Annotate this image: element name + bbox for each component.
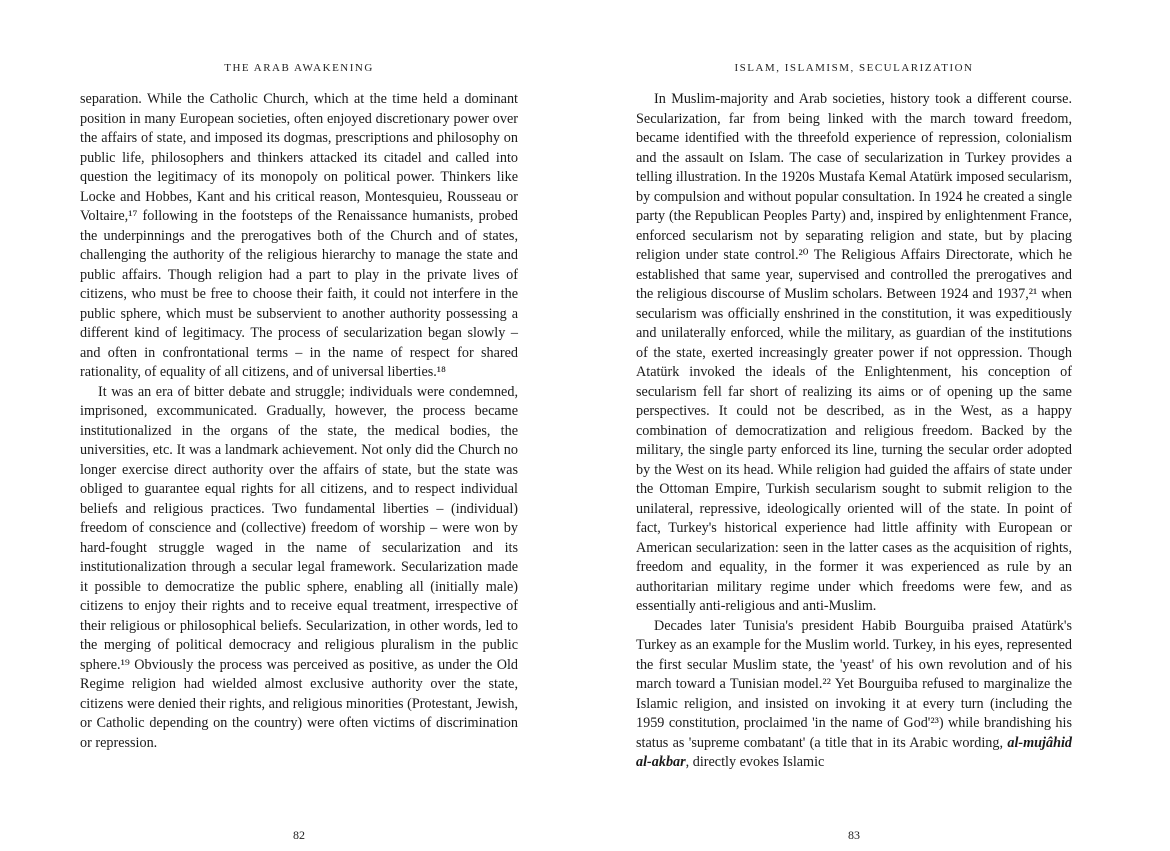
paragraph: It was an era of bitter debate and struggle; individuals were condemned, imprisoned, excommunicated. Gradually, however, the process became institutionalized in the organs of the state, the medical bodies, the universities, etc. It was a landmark achievement. Not only did the Church no longer exercise direct authority over the affairs of state, but the state was obliged to guarantee equal rights for all citizens, and to respect individual beliefs and religious practices. Two fundamental liberties – (individual) freedom of conscience and (collective) freedom of worship – were won by hard-fought struggle waged in the name of secularization and its institutionalization through a secular legal framework. Secularization made it possible to democratize the public sphere, enabling all (initially male) citizens to enjoy their rights and to receive equal treatment, irrespective of their religious or philosophical beliefs. Secularization, in other words, led to the merging of political democracy and religious pluralism in the public sphere.¹⁹ Obviously the process was perceived as positive, as under the Old Regime religion had wielded almost exclusive authority over the state, citizens were denied their rights, and religious minorities (Protestant, Jewish, or Catholic depending on the country) were often victims of discrimination or repression. <box>80 383 518 751</box>
right-page <box>636 0 1072 851</box>
paragraph: separation. While the Catholic Church, which at the time held a dominant position in many European societies, often enjoyed discretionary power over the affairs of state, and imposed its dogmas, prescriptions and philosophy on public life, philosophers and thinkers attacked its citadel and called into question the legitimacy of its monopoly on political power. Thinkers like Locke and Hobbes, Kant and his critical reason, Montesquieu, Rousseau or Voltaire,¹⁷ following in the footsteps of the Renaissance humanists, probed the underpinnings and the prerogatives both of the Church and of states, challenging the authority of the religious hierarchy to manage the state and public affairs. Though religion had a part to play in the private lives of citizens, who must be free to choose their faith, it could not interfere in the public sphere, which must be subservient to another authority possessing a different kind of legitimacy. The process of secularization began slowly – and often in confrontational terms – in the name of respect for shared rationality, of equality of all citizens, and of universal liberties.¹⁸ <box>80 91 518 380</box>
left-page-body <box>80 90 518 753</box>
page-number-right: 83 <box>848 828 860 842</box>
page-number-left: 82 <box>293 828 305 842</box>
running-head-right: ISLAM, ISLAMISM, SECULARIZATION <box>734 62 974 74</box>
right-page-body <box>636 90 1072 773</box>
paragraph-text: Decades later Tunisia's president Habib Bourguiba praised Atatürk's Turkey as an example for the Muslim world. Turkey, in his eyes, represented the first secular Muslim state, the 'yeast' of his own revolution and of his march toward a Tunisian model.²² Yet Bourguiba refused to marginalize the Islamic religion, and insisted on invoking it at every turn (including the 1959 constitution, proclaimed 'in the name of God'²³) while brandishing his status as 'supreme combatant' (a title that in its Arabic wording, <box>636 617 1072 751</box>
running-head-left: THE ARAB AWAKENING <box>224 62 374 74</box>
paragraph: In Muslim-majority and Arab societies, history took a different course. Secularization, far from being linked with the march toward freedom, became identified with the threefold experience of repression, colonialism and the assault on Islam. The case of secularization in Turkey provides a telling illustration. In the 1920s Mustafa Kemal Atatürk imposed secularism, by compulsion and without popular consultation. In 1924 he created a single party (the Republican Peoples Party) and, inspired by enlightenment France, enforced secularism not by separating religion and state, but by placing religion under state control.²⁰ The Religious Affairs Directorate, which he established that same year, supervised and controlled the prerogatives and the religious discourse of Muslim scholars. Between 1924 and 1937,²¹ when secularism was officially enshrined in the constitution, it was expeditiously and unilaterally enforced, while the military, as guardian of the institutions of the state, exerted increasingly greater power if not oppression. Though Atatürk invoked the ideals of the Enlightenment, his conception of secularism fell far short of realizing its aims or of opening up the same perspectives. It could not be described, as in the West, as a happy combination of democratization and religious freedom. Backed by the military, the single party enforced its line, turning the secular order adopted by the West on its head. While religion had guided the affairs of state under the Ottoman Empire, Turkish secularism sought to submit religion to the unilateral, repressive, ideologically oriented will of the state. In point of fact, Turkey's historical experience had little affinity with European or American secularization: seen in the latter cases as the acquisition of rights, freedom and equality, in the former it was experienced as rule by an authoritarian military regime under which freedoms were few, and as essentially anti-religious and anti-Muslim. <box>636 91 1072 614</box>
paragraph <box>636 617 1072 773</box>
arabic-term: al-mujâhid al-akbar <box>636 734 1072 770</box>
left-page <box>80 0 518 851</box>
paragraph-text-end: , directly evokes Islamic <box>685 754 825 770</box>
